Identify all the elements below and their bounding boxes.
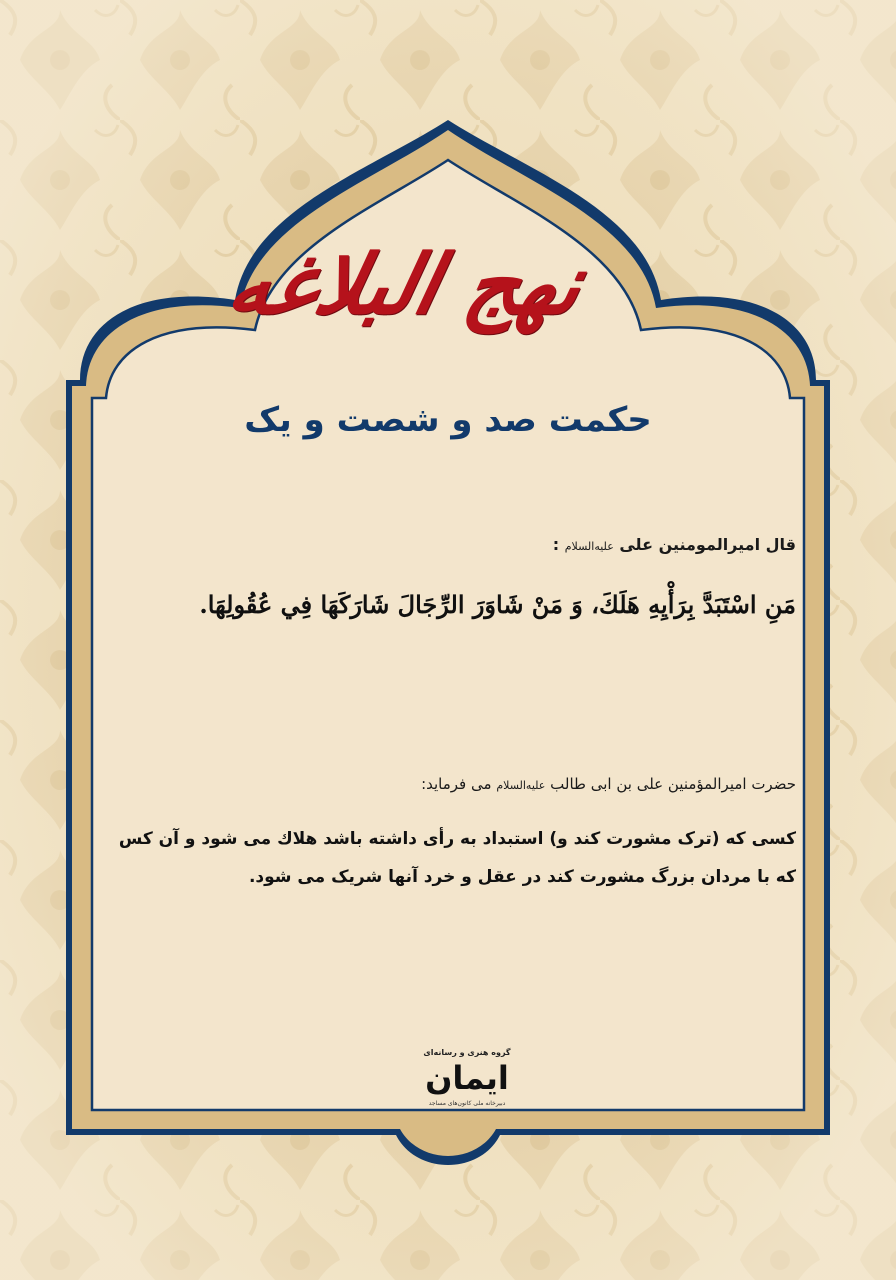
logo-mark: ایمان bbox=[425, 1059, 509, 1097]
arabic-hadith-text: مَنِ اسْتَبَدَّ بِرَأْيِهِ هَلَكَ، وَ مَنْ شَاوَرَ الرِّجَالَ شَارَكَهَا فِي عُقُولِهَا. bbox=[199, 590, 796, 619]
translation-intro bbox=[421, 775, 796, 793]
page-title: حکمت صد و شصت و یک bbox=[244, 400, 652, 440]
hadith-intro-text: قال امیرالمومنین علی bbox=[619, 535, 796, 554]
logo-bottom-text: دبیرخانه ملی کانون‌های مساجد bbox=[428, 1100, 506, 1107]
calligraphy-title: نهج البلاغه bbox=[219, 237, 591, 333]
iman-logo bbox=[415, 1048, 519, 1112]
hadith-intro bbox=[553, 535, 796, 554]
logo-top-text: گروه هنری و رسانه‌ای bbox=[423, 1048, 511, 1057]
persian-translation-text: کسی که (ترک مشورت کند و) استبداد به رأی داشته باشد هلاك می شود و آن کس که با مردان بزرگ مشورت کند در عقل و خرد آنها شریک می شود. bbox=[118, 829, 796, 887]
hadith-intro-colon: : bbox=[552, 535, 560, 554]
translation-intro-end: می فرماید: bbox=[421, 775, 492, 793]
translation-intro-start: حضرت امیرالمؤمنین علی بن ابی طالب bbox=[550, 775, 796, 793]
honorific-symbol-2: علیه‌السلام bbox=[496, 779, 546, 792]
honorific-symbol: علیه‌السلام bbox=[564, 540, 614, 553]
